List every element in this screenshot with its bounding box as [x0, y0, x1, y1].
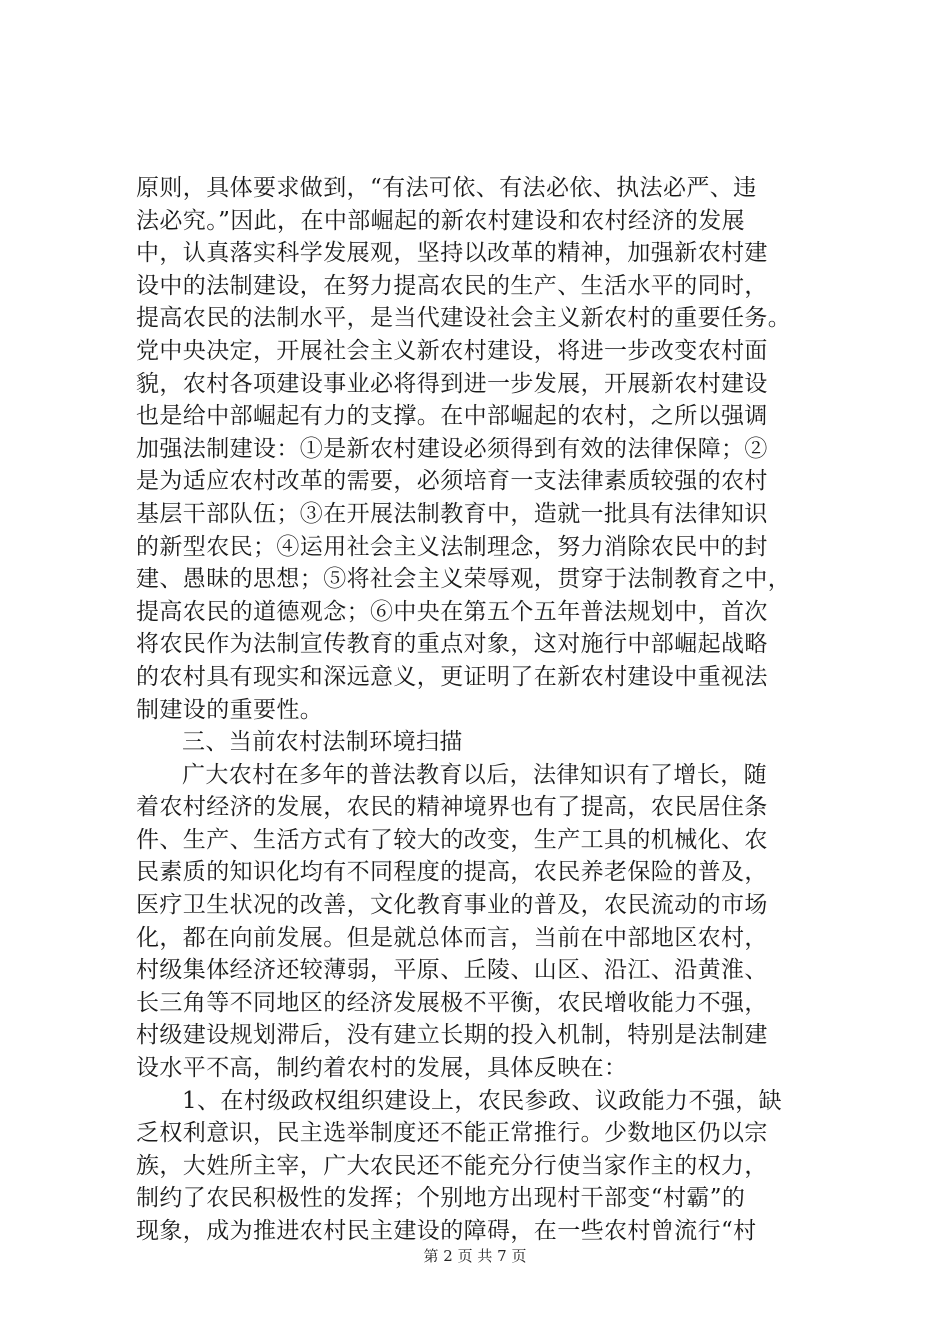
text-line: 也是给中部崛起有力的支撑。在中部崛起的农村，之所以强调: [136, 403, 768, 430]
text-line: 基层干部队伍；③在开展法制教育中，造就一批具有法律知识: [136, 500, 768, 527]
text-line: 设水平不高，制约着农村的发展，具体反映在：: [136, 1055, 628, 1082]
text-line: 提高农民的道德观念；⑥中央在第五个五年普法规划中，首次: [136, 598, 768, 625]
page-number: 第 2 页 共 7 页: [423, 1247, 527, 1265]
text-line: 是为适应农村改革的需要，必须培育一支法律素质较强的农村: [136, 468, 768, 495]
text-line: 的农村具有现实和深远意义，更证明了在新农村建设中重视法: [136, 663, 768, 690]
text-line: 民素质的知识化均有不同程度的提高，农民养老保险的普及，: [136, 859, 768, 886]
document-body: [136, 172, 836, 1248]
section-heading: 三、当前农村法制环境扫描: [182, 729, 463, 756]
text-line: 现象，成为推进农村民主建设的障碍，在一些农村曾流行“村: [136, 1218, 757, 1244]
text-line: 化，都在向前发展。但是就总体而言，当前在中部地区农村，: [136, 924, 768, 951]
text-line: 法必究。”因此，在中部崛起的新农村建设和农村经济的发展: [136, 207, 746, 234]
text-line: 中，认真落实科学发展观，坚持以改革的精神，加强新农村建: [136, 240, 768, 267]
text-line: 党中央决定，开展社会主义新农村建设，将进一步改变农村面: [136, 337, 768, 364]
text-line: 村级集体经济还较薄弱，平原、丘陵、山区、沿江、沿黄淮、: [136, 957, 768, 984]
text-line: 长三角等不同地区的经济发展极不平衡，农民增收能力不强，: [136, 989, 768, 1016]
text-line: 将农民作为法制宣传教育的重点对象，这对施行中部崛起战略: [136, 631, 768, 658]
text-line: 1、在村级政权组织建设上，农民参政、议政能力不强，缺: [182, 1087, 783, 1114]
text-line: 加强法制建设：①是新农村建设必须得到有效的法律保障；②: [136, 435, 768, 462]
text-line: 提高农民的法制水平，是当代建设社会主义新农村的重要任务。: [136, 305, 792, 332]
text-line: 建、愚昧的思想；⑤将社会主义荣辱观，贯穿于法制教育之中，: [136, 566, 792, 593]
text-line: 广大农村在多年的普法教育以后，法律知识有了增长，随: [182, 761, 767, 788]
text-line: 族，大姓所主宰，广大农民还不能充分行使当家作主的权力，: [136, 1152, 768, 1179]
text-line: 设中的法制建设，在努力提高农民的生产、生活水平的同时，: [136, 272, 768, 299]
text-line: 村级建设规划滞后，没有建立长期的投入机制，特别是法制建: [136, 1022, 768, 1049]
text-line: 原则，具体要求做到，“有法可依、有法必依、执法必严、违: [136, 175, 757, 201]
text-line: 着农村经济的发展，农民的精神境界也有了提高，农民居住条: [136, 794, 768, 821]
text-line: 的新型农民；④运用社会主义法制理念，努力消除农民中的封: [136, 533, 768, 560]
text-line: 制建设的重要性。: [136, 696, 324, 723]
text-line: 貌，农村各项建设事业必将得到进一步发展，开展新农村建设: [136, 370, 768, 397]
text-line: 制约了农民积极性的发挥；个别地方出现村干部变“村霸”的: [136, 1185, 746, 1212]
text-line: 乏权利意识，民主选举制度还不能正常推行。少数地区仍以宗: [136, 1120, 768, 1147]
text-line: 医疗卫生状况的改善，文化教育事业的普及，农民流动的市场: [136, 892, 768, 919]
text-line: 件、生产、生活方式有了较大的改变，生产工具的机械化、农: [136, 826, 768, 853]
